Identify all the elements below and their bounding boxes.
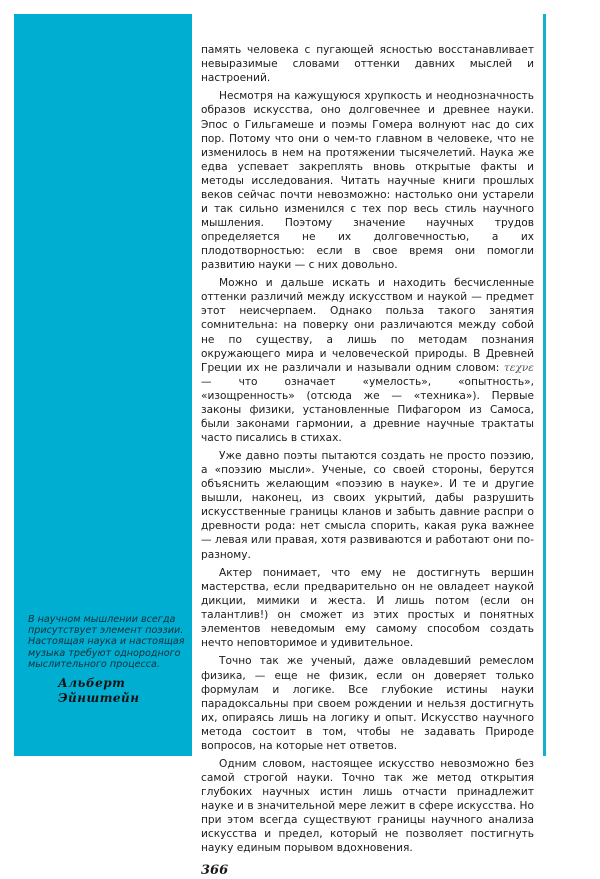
paragraph: Актер понимает, что ему не достигнуть вершин мастерства, если предварительно он не овладеет наукой дикции, мимики и жеста. И лишь потом (если он талантлив!) он сможет из этих простых и понятных элементов неведомым ему самому способом создать нечто неповторимое и удивительное. [201,566,534,650]
accent-stripe [543,14,546,756]
paragraph-text: Можно и дальше искать и находить бесчисленные оттенки различий между искусством и наукой — предмет этот неисчерпаем. Однако польза такого занятия сомнительна: на поверку они различаются между собой не по существу, а лишь по методам познания окружающего мира и человеческой природы. В Древней Греции их не различали и называли одним словом: [201,277,534,374]
signature: Альберт Эйнштейн [58,676,140,706]
paragraph: Точно так же ученый, даже овладевший ремеслом физика, — еще не физик, если он доверяет только формулам и логике. Все глубокие истины науки парадоксальны при своем рождении и нельзя достигнуть их, опираясь лишь на логику и опыт. Искусство научного метода состоит в том, чтобы не задавать Природе вопросов, на которые нет ответов. [201,655,534,752]
paragraph: Одним словом, настоящее искусство невозможно без самой строгой науки. Точно так же метод открытия глубоких научных истин лишь отчасти принадлежит науке и в значительной мере лежит в сфере искусства. Но при этом всегда существуют границы научного анализа искусства и предел, который не позволяет постигнуть науку единым порывом вдохновения. [201,758,534,855]
greek-word: τεχνε [503,361,534,374]
main-content [201,43,534,879]
epigraph [28,614,188,706]
paragraph-text: — что означает «умелость», «опытность», «изощренность» (отсюда же — «техника»). Первые законы физики, установленные Пифагором из Самоса, были законами гармонии, а древние научные трактаты часто писались в стихах. [201,375,534,444]
body-text [201,43,534,855]
epigraph-quote: В научном мышлении всегда присутствует элемент поэзии. Настоящая наука и настоящая музыка требуют однородного мыслительного процесса. [28,614,185,670]
paragraph: Несмотря на кажущуюся хрупкость и неоднозначность образов искусства, оно долговечнее и древнее науки. Эпос о Гильгамеше и поэмы Гомера волнуют нас до сих пор. Потому что они о чем-то главном в человеке, что не изменилось в нем на протяжении тысячелетий. Наука же едва успевает закреплять вновь открытые факты и методы исследования. Читать научные книги прошлых веков сейчас почти невозможно: настолько они устарели и так сильно изменился с тех пор весь стиль научного мышления. Поэтому значение научных трудов определяется не их долговечностью, а их плодотворностью: если в свое время они помогли развитию науки — с них довольно. [201,90,534,271]
page-number: 366 [201,863,229,879]
paragraph: память человека с пугающей ясностью восстанавливает невыразимые словами оттенки давних мыслей и настроений. [201,44,534,85]
paragraph: Уже давно поэты пытаются создать не просто поэзию, а «поэзию мысли». Ученые, со своей стороны, берутся объяснить желающим «поэзию в науке». И те и другие вышли, наконец, из своих укрытий, дабы разрушить искусственные границы кланов и забыть давние распри о древности рода: нет смысла спорить, какая рука важнее — левая или правая, хотя развиваются и работают они по-разному. [201,450,534,561]
paragraph [201,276,534,445]
